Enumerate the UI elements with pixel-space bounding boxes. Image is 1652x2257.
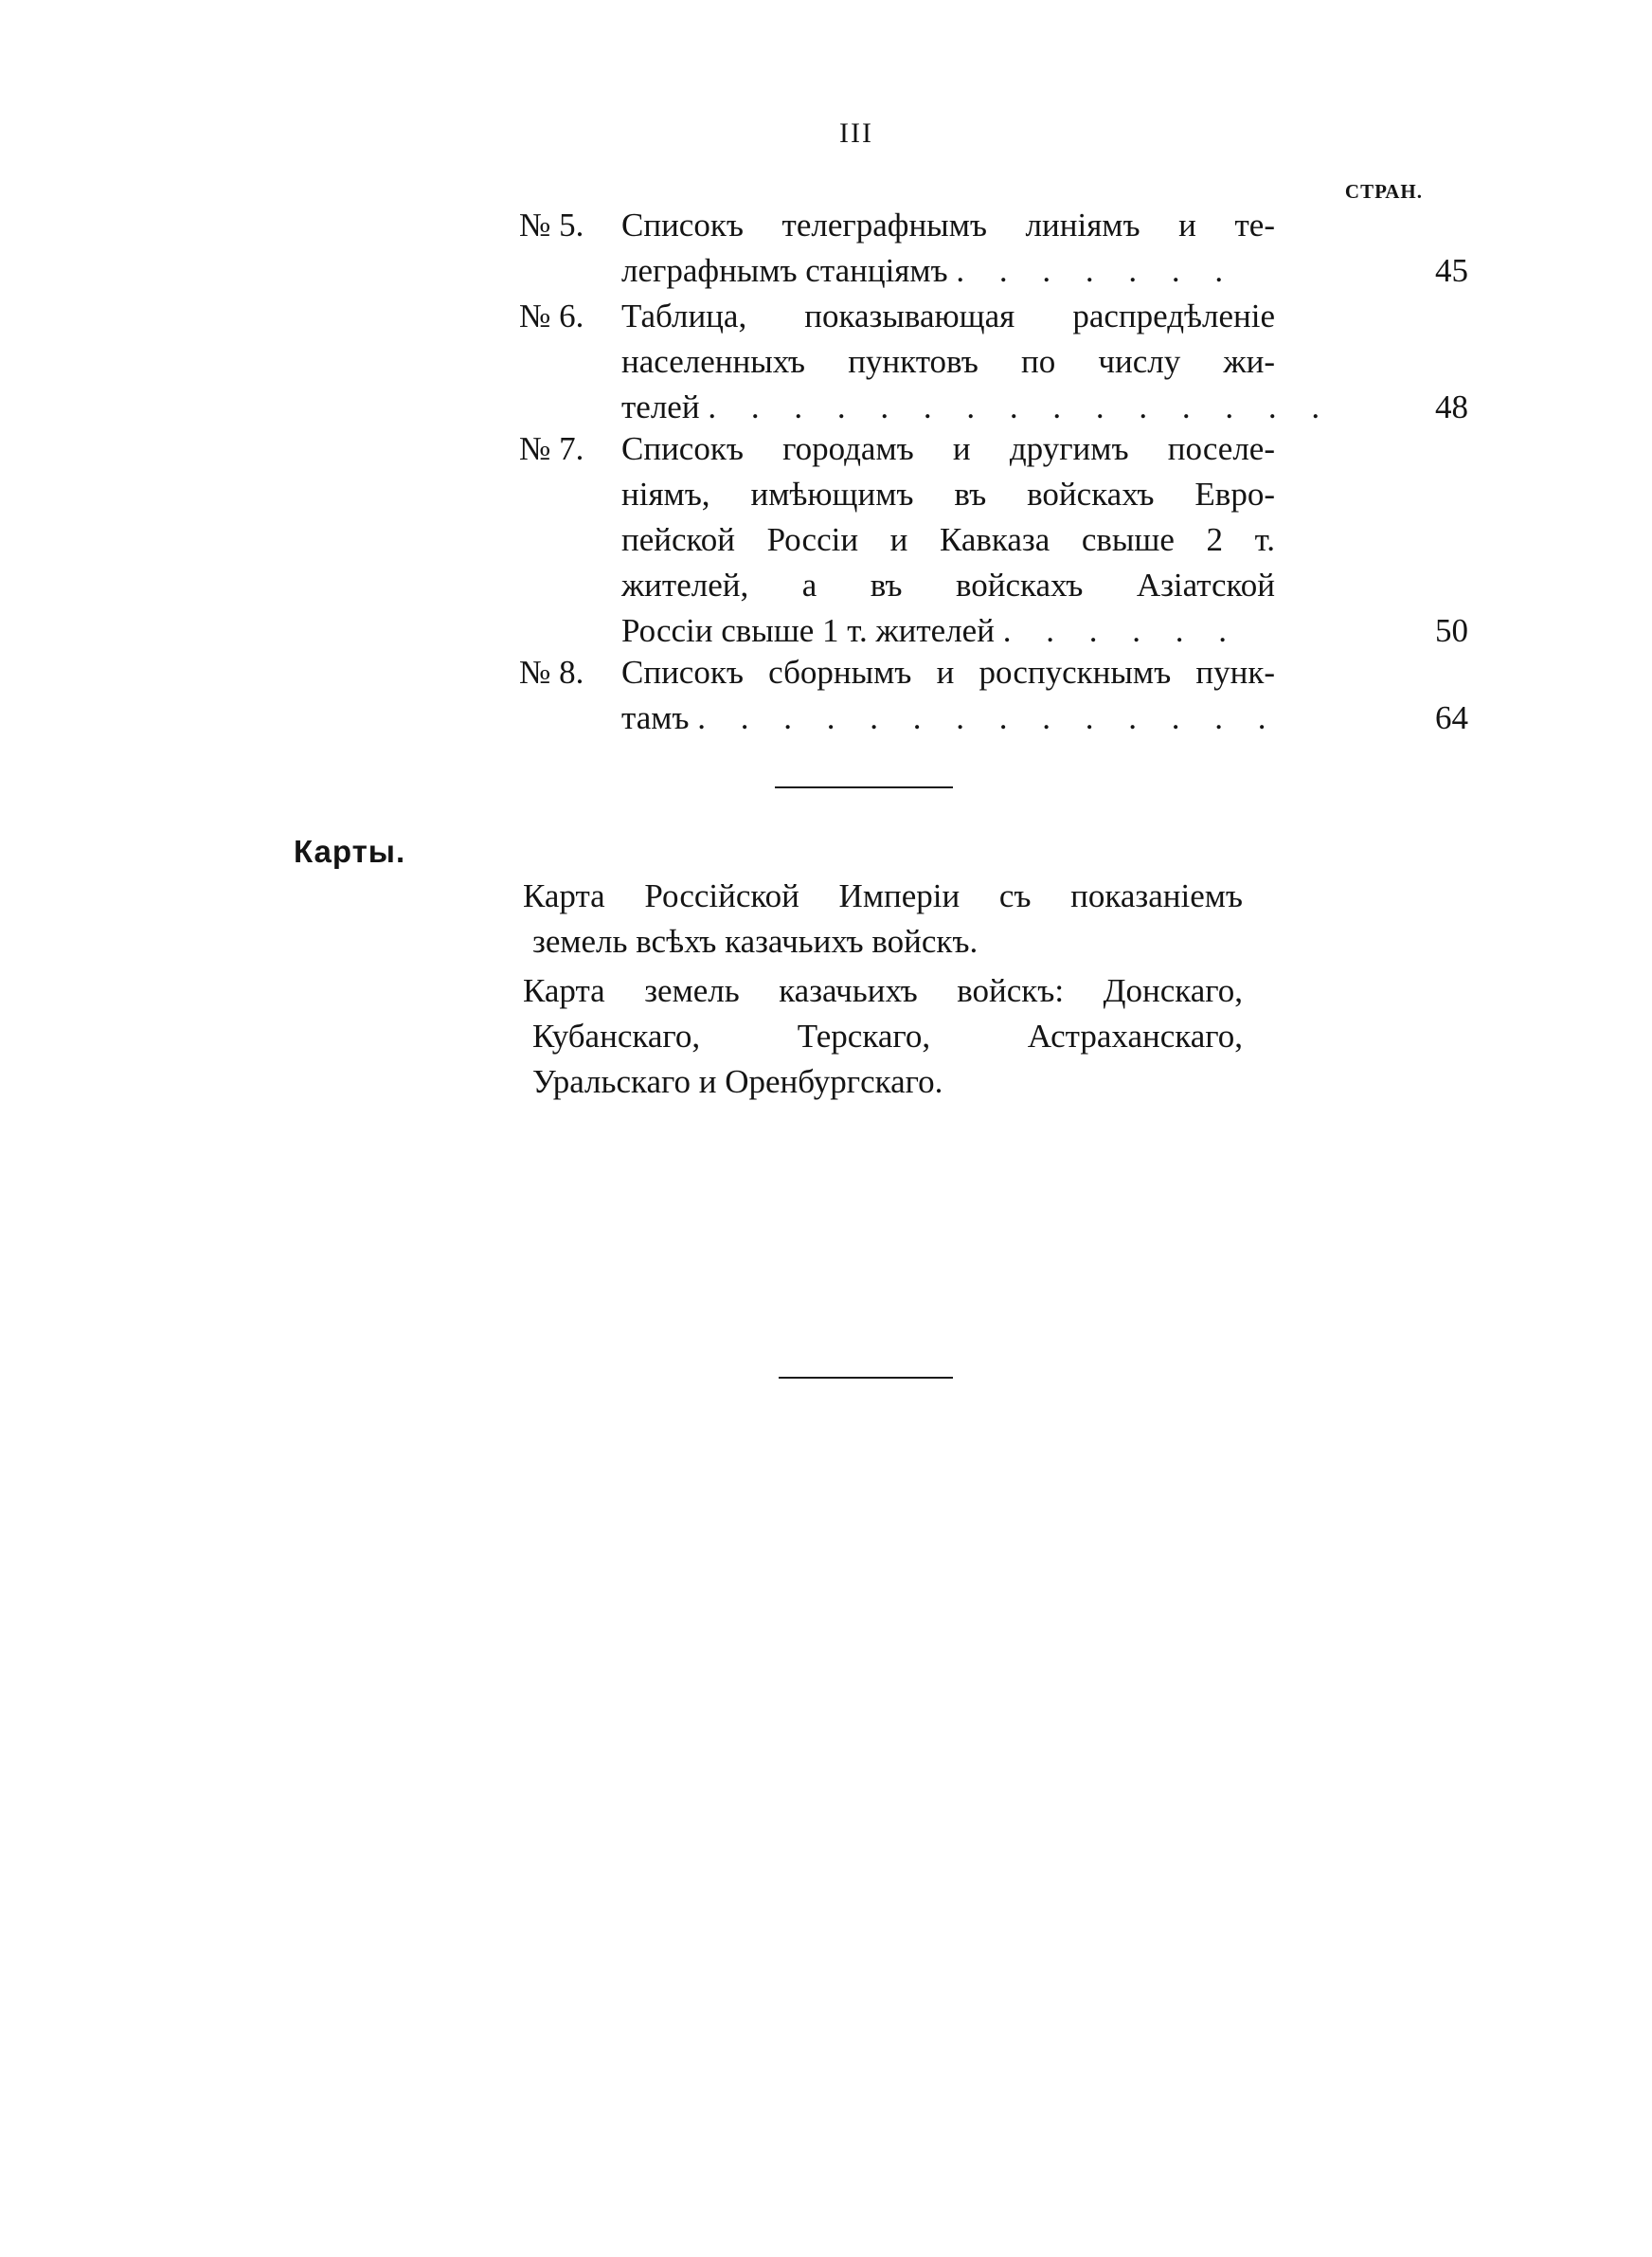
map-item-2-line: Уральскаго и Оренбургскаго. — [532, 1063, 943, 1100]
entry-line-text: леграфнымъ станціямъ — [621, 252, 948, 289]
entry-line: населенныхъ пунктовъ по числу жи- — [621, 343, 1275, 380]
entry-line: Списокъ телеграфнымъ линіямъ и те- — [621, 207, 1275, 244]
dot-leader: . . . . . . — [1002, 612, 1240, 649]
entry-line: жителей, а въ войскахъ Азіатской — [621, 567, 1275, 604]
entry-page-number: 64 — [1435, 699, 1468, 736]
map-item-2-line: Кубанскаго, Терскаго, Астраханскаго, — [532, 1018, 1243, 1055]
entry-line: ніямъ, имѣющимъ въ войскахъ Евро- — [621, 476, 1275, 513]
section-divider — [775, 786, 953, 788]
entry-line: Списокъ сборнымъ и роспускнымъ пунк- — [621, 654, 1275, 691]
entry-page-number: 45 — [1435, 252, 1468, 289]
map-item-2-line: Карта земель казачьихъ войскъ: Донскаго, — [523, 972, 1243, 1009]
entry-number: № 7. — [519, 430, 584, 467]
dot-leader: . . . . . . . . . . . . . . — [697, 699, 1280, 736]
entry-page-number: 48 — [1435, 388, 1468, 425]
entry-number: № 5. — [519, 207, 584, 244]
maps-heading: Карты. — [294, 834, 406, 869]
entry-line — [621, 248, 1275, 294]
dot-leader: . . . . . . . — [956, 252, 1237, 289]
page-column-label: СТРАН. — [1344, 180, 1423, 203]
entry-line: Списокъ городамъ и другимъ поселе- — [621, 430, 1275, 467]
entry-line — [621, 608, 1275, 654]
entry-line-text: Россіи свыше 1 т. жителей — [621, 612, 995, 649]
page-number: III — [839, 117, 873, 149]
entry-line-text: телей — [621, 388, 700, 425]
entry-page-number: 50 — [1435, 612, 1468, 649]
map-item-1-line: земель всѣхъ казачьихъ войскъ. — [532, 923, 979, 960]
map-item-1-line: Карта Россійской Имперіи съ показаніемъ — [523, 877, 1243, 914]
entry-line-text: тамъ — [621, 699, 690, 736]
end-divider — [779, 1377, 953, 1379]
entry-line — [621, 695, 1280, 741]
entry-number: № 8. — [519, 654, 584, 691]
entry-line — [621, 385, 1334, 430]
entry-line: Таблица, показывающая распредѣленіе — [621, 298, 1275, 334]
entry-line: пейской Россіи и Кавказа свыше 2 т. — [621, 521, 1275, 558]
dot-leader: . . . . . . . . . . . . . . . — [708, 388, 1334, 425]
entry-number: № 6. — [519, 298, 584, 334]
